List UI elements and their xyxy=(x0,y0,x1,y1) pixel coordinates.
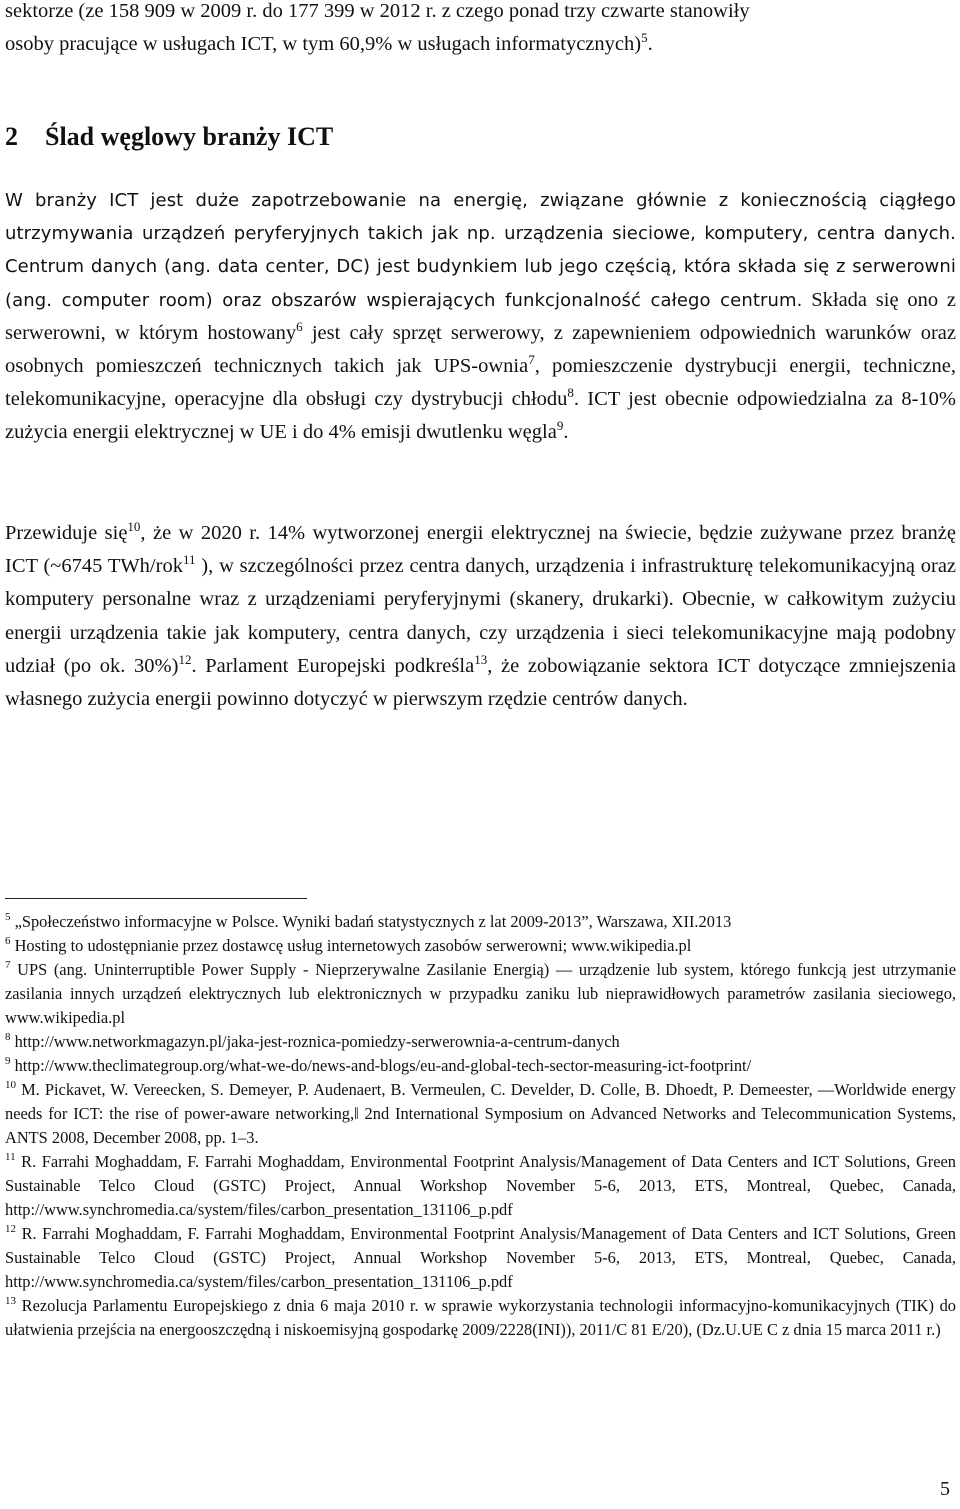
text-fragment: . ICT jest obecnie odpowiedzialna za 8-10% zużycia energii elektrycznej w UE i do 4% emisji dwutlenku węgla xyxy=(5,388,956,444)
footnote-text: „Społeczeństwo informacyjne w Polsce. Wyniki badań statystycznych z lat 2009-2013”, Warszawa, XII.2013 xyxy=(10,912,732,931)
text-fragment: jest cały sprzęt serwerowy, z zapewnieniem odpowiednich warunków oraz osobnych pomieszczeń technicznych takich jak UPS-ownia xyxy=(5,321,957,378)
section-number: 2 xyxy=(5,122,18,151)
footnote-ref[interactable]: 6 xyxy=(296,318,303,334)
footnote-ref[interactable]: 5 xyxy=(641,30,648,46)
footnote-text: UPS (ang. Uninterruptible Power Supply - Nieprzerywalne Zasilanie Energią) ― urządzenie lub system, którego funkcją jest utrzymanie zasilania innych urządzeń elektrycznych lub elektronicznych w przypadku zaniku lub nieprawidłowych parametrów zasilania sieciowego, www.wikipedia.pl xyxy=(5,960,956,1027)
footnote-text[interactable]: http://www.networkmagazyn.pl/jaka-jest-roznica-pomiedzy-serwerownia-a-centrum-danych xyxy=(10,1032,620,1051)
text-fragment: . xyxy=(647,33,653,56)
footnote-text: R. Farrahi Moghaddam, F. Farrahi Moghaddam, Environmental Footprint Analysis/Management of Data Centers and ICT Solutions, Green Sustainable Telco Cloud (GSTC) Project, Annual Workshop November 5-6, 2013, ETS, Montreal, Quebec, Canada, http://www.synchromedia.ca/system/files/carbon_presentation_131106_p.pdf xyxy=(5,1224,956,1291)
footnote xyxy=(5,910,956,934)
footnote-text[interactable]: http://www.theclimategroup.org/what-we-do/news-and-blogs/eu-and-global-tech-sector-measuring-ict-footprint/ xyxy=(10,1056,752,1075)
footnote xyxy=(5,934,956,958)
text-line xyxy=(5,28,956,61)
footnote-number: 9 xyxy=(5,1055,11,1067)
footnotes xyxy=(5,910,956,1342)
footnote-ref[interactable]: 9 xyxy=(556,418,564,434)
footnote-text: Rezolucja Parlamentu Europejskiego z dnia 6 maja 2010 r. w sprawie wykorzystania technologii informacyjno-komunikacyjnych (TIK) do ułatwienia przejścia na energooszczędną i niskoemisyjną gospodarkę 2009/2228(INI)), 2011/C 81 E/20), (Dz.U.UE C z dnia 15 marca 2011 r.) xyxy=(5,1296,956,1339)
footnote-number: 13 xyxy=(5,1295,16,1307)
footnote-number: 8 xyxy=(5,1031,11,1043)
footnote xyxy=(5,1054,956,1078)
footnote-number: 5 xyxy=(5,911,11,923)
footnote-number: 6 xyxy=(5,935,11,947)
text-fragment: , pomieszczenie dystrybucji energii, techniczne, telekomunikacyjne, operacyjne dla obsługi czy dystrybucji chłodu xyxy=(5,355,956,411)
footnote-ref[interactable]: 12 xyxy=(178,651,192,667)
section-title: Ślad węglowy branży ICT xyxy=(45,122,334,151)
text-fragment: ), w szczególności przez centra danych, urządzenia i infrastrukturę telekomunikacyjną oraz komputery personalne wraz z urządzeniami peryferyjnymi (skanery, drukarki). Obecnie, w całkowitym zużyciu energii urządzenia takie jak komputery, centra danych, czy urządzenia i sieci telekomunikacyjne mają podobny udział (po ok. 30%) xyxy=(5,555,957,677)
footnote-ref[interactable]: 8 xyxy=(567,385,574,401)
footnote-text: Hosting to udostępnianie przez dostawcę usług internetowych zasobów serwerowni; www.wikipedia.pl xyxy=(10,936,692,955)
footnote-ref[interactable]: 11 xyxy=(182,552,196,568)
text-fragment: Przewiduje się xyxy=(5,522,128,544)
footnote xyxy=(5,958,956,1030)
footnote-number: 12 xyxy=(5,1223,16,1235)
paragraph-data-centers xyxy=(5,184,956,450)
footnote-text: M. Pickavet, W. Vereecken, S. Demeyer, P. Audenaert, B. Vermeulen, C. Develder, D. Colle, B. Dhoedt, P. Demeester, ―Worldwide energy needs for ICT: the rise of power-aware networking,‖ 2nd International Symposium on Advanced Networks and Telecommunication Systems, ANTS 2008, December 2008, pp. 1–3. xyxy=(5,1080,956,1147)
text-fragment: Składa się ono z serwerowni, w którym hostowany xyxy=(5,288,956,344)
footnote-separator xyxy=(5,898,307,899)
text-fragment: . xyxy=(563,421,569,444)
footnote-text: R. Farrahi Moghaddam, F. Farrahi Moghaddam, Environmental Footprint Analysis/Management of Data Centers and ICT Solutions, Green Sustainable Telco Cloud (GSTC) Project, Annual Workshop November 5-6, 2013, ETS, Montreal, Quebec, Canada, http://www.synchromedia.ca/system/files/carbon_presentation_131106_p.pdf xyxy=(5,1152,956,1219)
page-number: 5 xyxy=(940,1478,950,1500)
text-fragment: osoby pracujące w usługach ICT, w tym 60,9% w usługach informatycznych) xyxy=(5,33,642,56)
footnote-number: 11 xyxy=(5,1151,16,1163)
continued-paragraph xyxy=(5,0,956,61)
footnote-ref[interactable]: 13 xyxy=(474,651,488,667)
footnote xyxy=(5,1150,956,1222)
footnote xyxy=(5,1294,956,1342)
footnote xyxy=(5,1078,956,1150)
text-fragment: . Parlament Europejski podkreśla xyxy=(191,654,475,677)
section-heading xyxy=(5,117,956,157)
text-fragment: , że w 2020 r. 14% wytworzonej energii elektrycznej na świecie, będzie zużywane przez branżę ICT (~6745 TWh/rok xyxy=(5,522,956,578)
text-line: sektorze (ze 158 909 w 2009 r. do 177 399 w 2012 r. z czego ponad trzy czwarte stanowiły xyxy=(5,0,750,22)
footnote-ref[interactable]: 7 xyxy=(528,352,535,368)
text-fragment: W branży ICT jest duże zapotrzebowanie na energię, związane głównie z koniecznością ciągłego utrzymywania urządzeń peryferyjnych takich jak np. urządzenia sieciowe, komputery, centra danych. Centrum danych (ang. data center, DC) jest budynkiem lub jego częścią, która składa się z serwerowni (ang. computer room) oraz obszarów wspierających funkcjonalność całego centrum. xyxy=(5,190,956,311)
footnote-number: 10 xyxy=(5,1079,16,1091)
footnote-ref[interactable]: 10 xyxy=(127,519,141,534)
text-fragment: , że zobowiązanie sektora ICT dotyczące zmniejszenia własnego zużycia energii powinno dotyczyć w pierwszym rzędzie centrów danych. xyxy=(5,654,956,711)
footnote-number: 7 xyxy=(5,959,11,971)
footnote xyxy=(5,1222,956,1294)
paragraph-forecast xyxy=(5,517,956,716)
footnote xyxy=(5,1030,956,1054)
